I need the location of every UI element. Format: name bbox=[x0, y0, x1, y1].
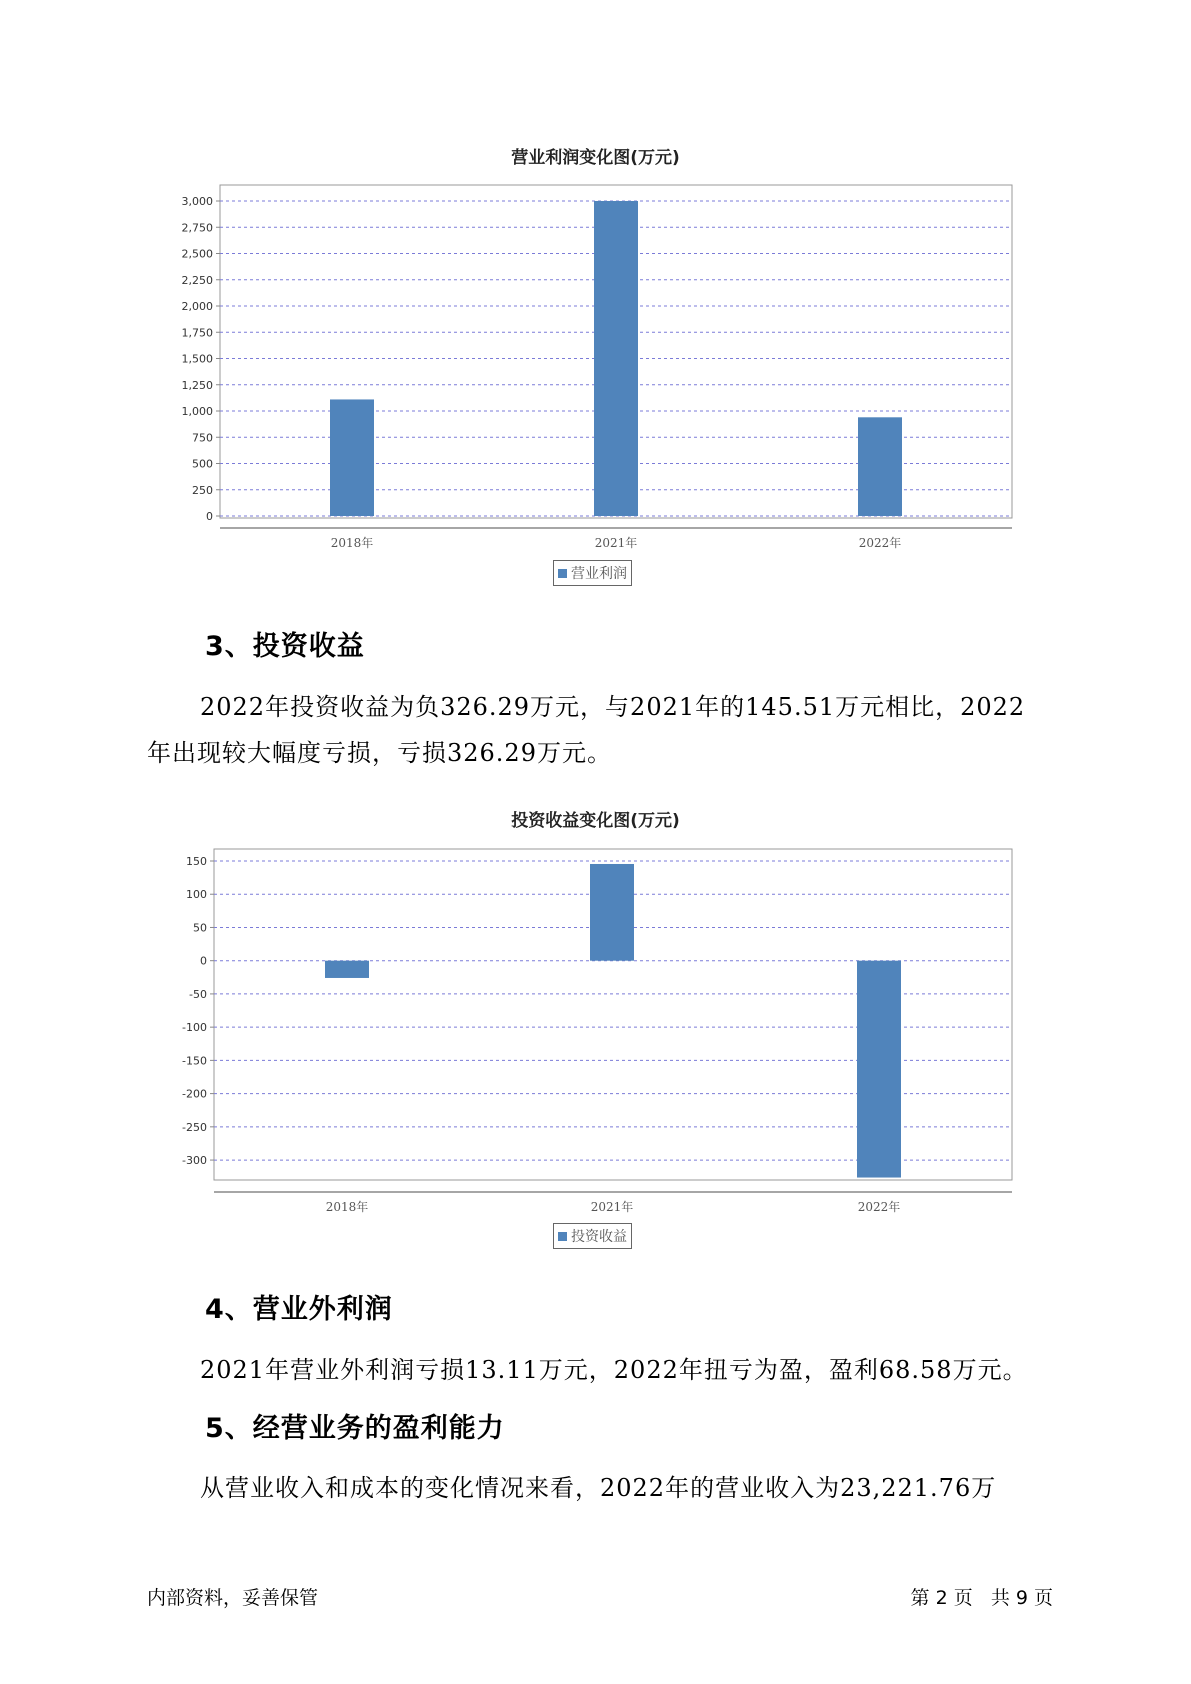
y-tick-label: 1,250 bbox=[181, 378, 213, 392]
y-tick-label: 1,000 bbox=[181, 405, 213, 418]
x-tick-label: 2018年 bbox=[330, 536, 374, 550]
y-tick-label: -250 bbox=[182, 1120, 207, 1134]
section4-line1: 2021年营业外利润亏损13.11万元，2022年扭亏为盈，盈利68.58万元。 bbox=[200, 1356, 1028, 1384]
section5-line1: 从营业收入和成本的变化情况来看，2022年的营业收入为23,221.76万 bbox=[200, 1474, 997, 1502]
y-tick-label: 0 bbox=[206, 510, 213, 523]
investment-income-chart bbox=[0, 840, 1191, 1220]
footer-page-number: 第 2 页 共 9 页 bbox=[910, 1587, 1053, 1609]
operating-profit-chart bbox=[0, 170, 1191, 550]
x-tick-label: 2021年 bbox=[590, 1200, 634, 1214]
chart1-title: 营业利润变化图(万元) bbox=[511, 148, 680, 168]
y-tick-label: -50 bbox=[189, 987, 207, 1001]
y-tick-label: 1,750 bbox=[181, 326, 213, 340]
y-tick-label: 0 bbox=[200, 954, 207, 968]
y-tick-label: 100 bbox=[186, 888, 207, 902]
x-tick-label: 2022年 bbox=[857, 1200, 901, 1214]
y-tick-label: 750 bbox=[192, 431, 213, 445]
x-tick-label: 2021年 bbox=[594, 536, 638, 550]
bar bbox=[590, 864, 634, 961]
y-tick-label: 500 bbox=[192, 457, 213, 471]
legend-swatch bbox=[558, 1232, 567, 1241]
y-tick-label: 1,500 bbox=[181, 352, 213, 366]
chart2-legend-label: 投资收益 bbox=[571, 1229, 627, 1245]
chart1-legend-label: 营业利润 bbox=[571, 566, 627, 582]
y-tick-label: 2,500 bbox=[181, 247, 213, 261]
legend-swatch bbox=[558, 569, 567, 578]
section3-line2: 年出现较大幅度亏损，亏损326.29万元。 bbox=[147, 739, 612, 767]
bar bbox=[325, 961, 369, 978]
section3-line1: 2022年投资收益为负326.29万元，与2021年的145.51万元相比，2022 bbox=[200, 693, 1026, 721]
y-tick-label: 2,750 bbox=[181, 221, 213, 235]
chart1-legend bbox=[553, 560, 632, 586]
y-tick-label: 150 bbox=[186, 855, 207, 868]
section4-heading: 4、营业外利润 bbox=[205, 1294, 393, 1325]
footer-confidential-note: 内部资料，妥善保管 bbox=[147, 1587, 319, 1609]
section3-heading: 3、投资收益 bbox=[205, 631, 365, 662]
bar bbox=[594, 201, 638, 516]
bar bbox=[857, 961, 901, 1178]
y-tick-label: -200 bbox=[182, 1087, 207, 1101]
chart2-title: 投资收益变化图(万元) bbox=[511, 811, 680, 831]
bar bbox=[858, 417, 902, 516]
y-tick-label: 2,250 bbox=[181, 273, 213, 287]
chart2-legend bbox=[553, 1223, 632, 1249]
y-tick-label: 2,000 bbox=[181, 300, 213, 313]
y-tick-label: -100 bbox=[182, 1021, 207, 1035]
y-tick-label: 3,000 bbox=[181, 195, 213, 208]
y-tick-label: 250 bbox=[192, 483, 213, 497]
y-tick-label: 50 bbox=[193, 921, 207, 935]
y-tick-label: -150 bbox=[182, 1054, 207, 1068]
bar bbox=[330, 399, 374, 516]
y-tick-label: -300 bbox=[182, 1154, 207, 1168]
x-tick-label: 2022年 bbox=[858, 536, 902, 550]
x-tick-label: 2018年 bbox=[325, 1200, 369, 1214]
section5-heading: 5、经营业务的盈利能力 bbox=[205, 1413, 505, 1444]
